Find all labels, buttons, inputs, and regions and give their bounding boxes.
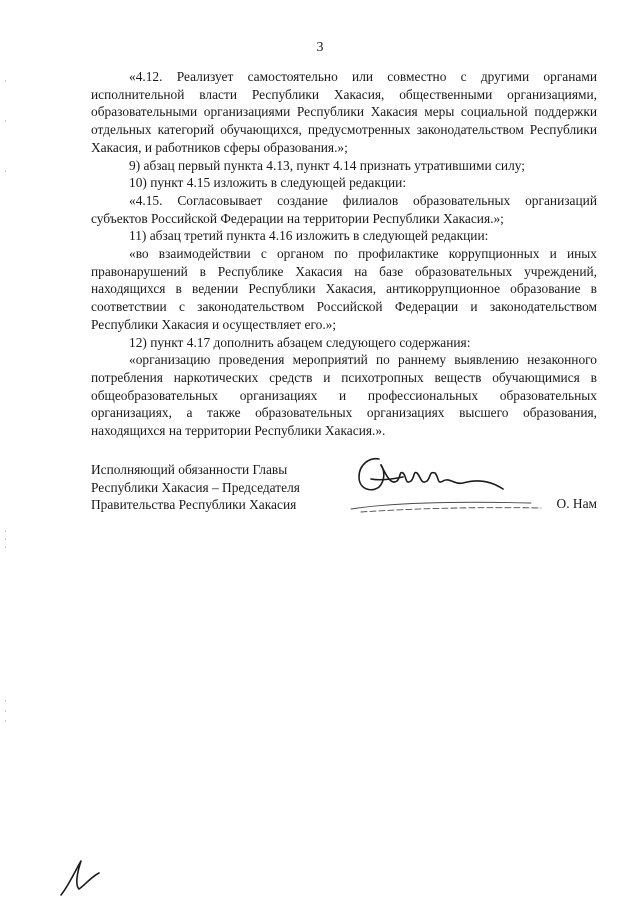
signatory-title bbox=[91, 461, 331, 514]
paragraph-item-11: 11) абзац третий пункта 4.16 изложить в следующей редакции: bbox=[129, 228, 489, 244]
signatory-title-line: Исполняющий обязанности Главы bbox=[91, 462, 288, 477]
handwritten-signature bbox=[341, 451, 551, 521]
page-number: 3 bbox=[316, 40, 324, 55]
scan-edge-marks bbox=[4, 60, 8, 860]
signatory-name: О. Нам bbox=[556, 496, 597, 511]
paragraph-item-12: 12) пункт 4.17 дополнить абзацем следующего содержания: bbox=[129, 334, 471, 350]
margin-handwritten-mark bbox=[55, 855, 105, 900]
paragraph-4-17-text: «организацию проведения мероприятий по раннему выявлению незаконного потребления наркотических средств и психотропных веществ обучающимися в общеобразовательных организациях и профессиональных образовательных организациях, а также образовательных организациях высшего образования, находящихся на территории Республики Хакасия.». bbox=[91, 352, 597, 439]
signatory-title-line: Правительства Республики Хакасия bbox=[91, 497, 297, 513]
paragraph-item-10: 10) пункт 4.15 изложить в следующей редакции: bbox=[129, 175, 407, 191]
signatory-title-line: Республики Хакасия – Председателя bbox=[91, 479, 300, 495]
document-body bbox=[91, 68, 597, 440]
paragraph-item-9: 9) абзац первый пункта 4.13, пункт 4.14 признать утратившими силу; bbox=[129, 157, 525, 173]
paragraph-4-16-text: «во взаимодействии с органом по профилактике коррупционных и иных правонарушений в Республике Хакасия на базе образовательных учреждений, находящихся в ведении Республики Хакасия, антикоррупционное образование в соответствии с законодательством Российской Федерации и законодательством Республики Хакасия и осуществляет его.»; bbox=[91, 246, 597, 332]
signature-block bbox=[91, 461, 597, 541]
paragraph-4-15: «4.15. Согласовывает создание филиалов образовательных организаций субъектов Российской Федерации на территории Республики Хакасия.»; bbox=[91, 192, 597, 226]
paragraph-4-12: «4.12. Реализует самостоятельно или совместно с другими органами исполнительной власти Республики Хакасия, общественными организациями, образовательными организациями Республики Хакасия меры социальной поддержки отдельных категорий обучающихся, предусмотренных законодательством Республики Хакасия, и работников сферы образования.»; bbox=[91, 69, 597, 155]
